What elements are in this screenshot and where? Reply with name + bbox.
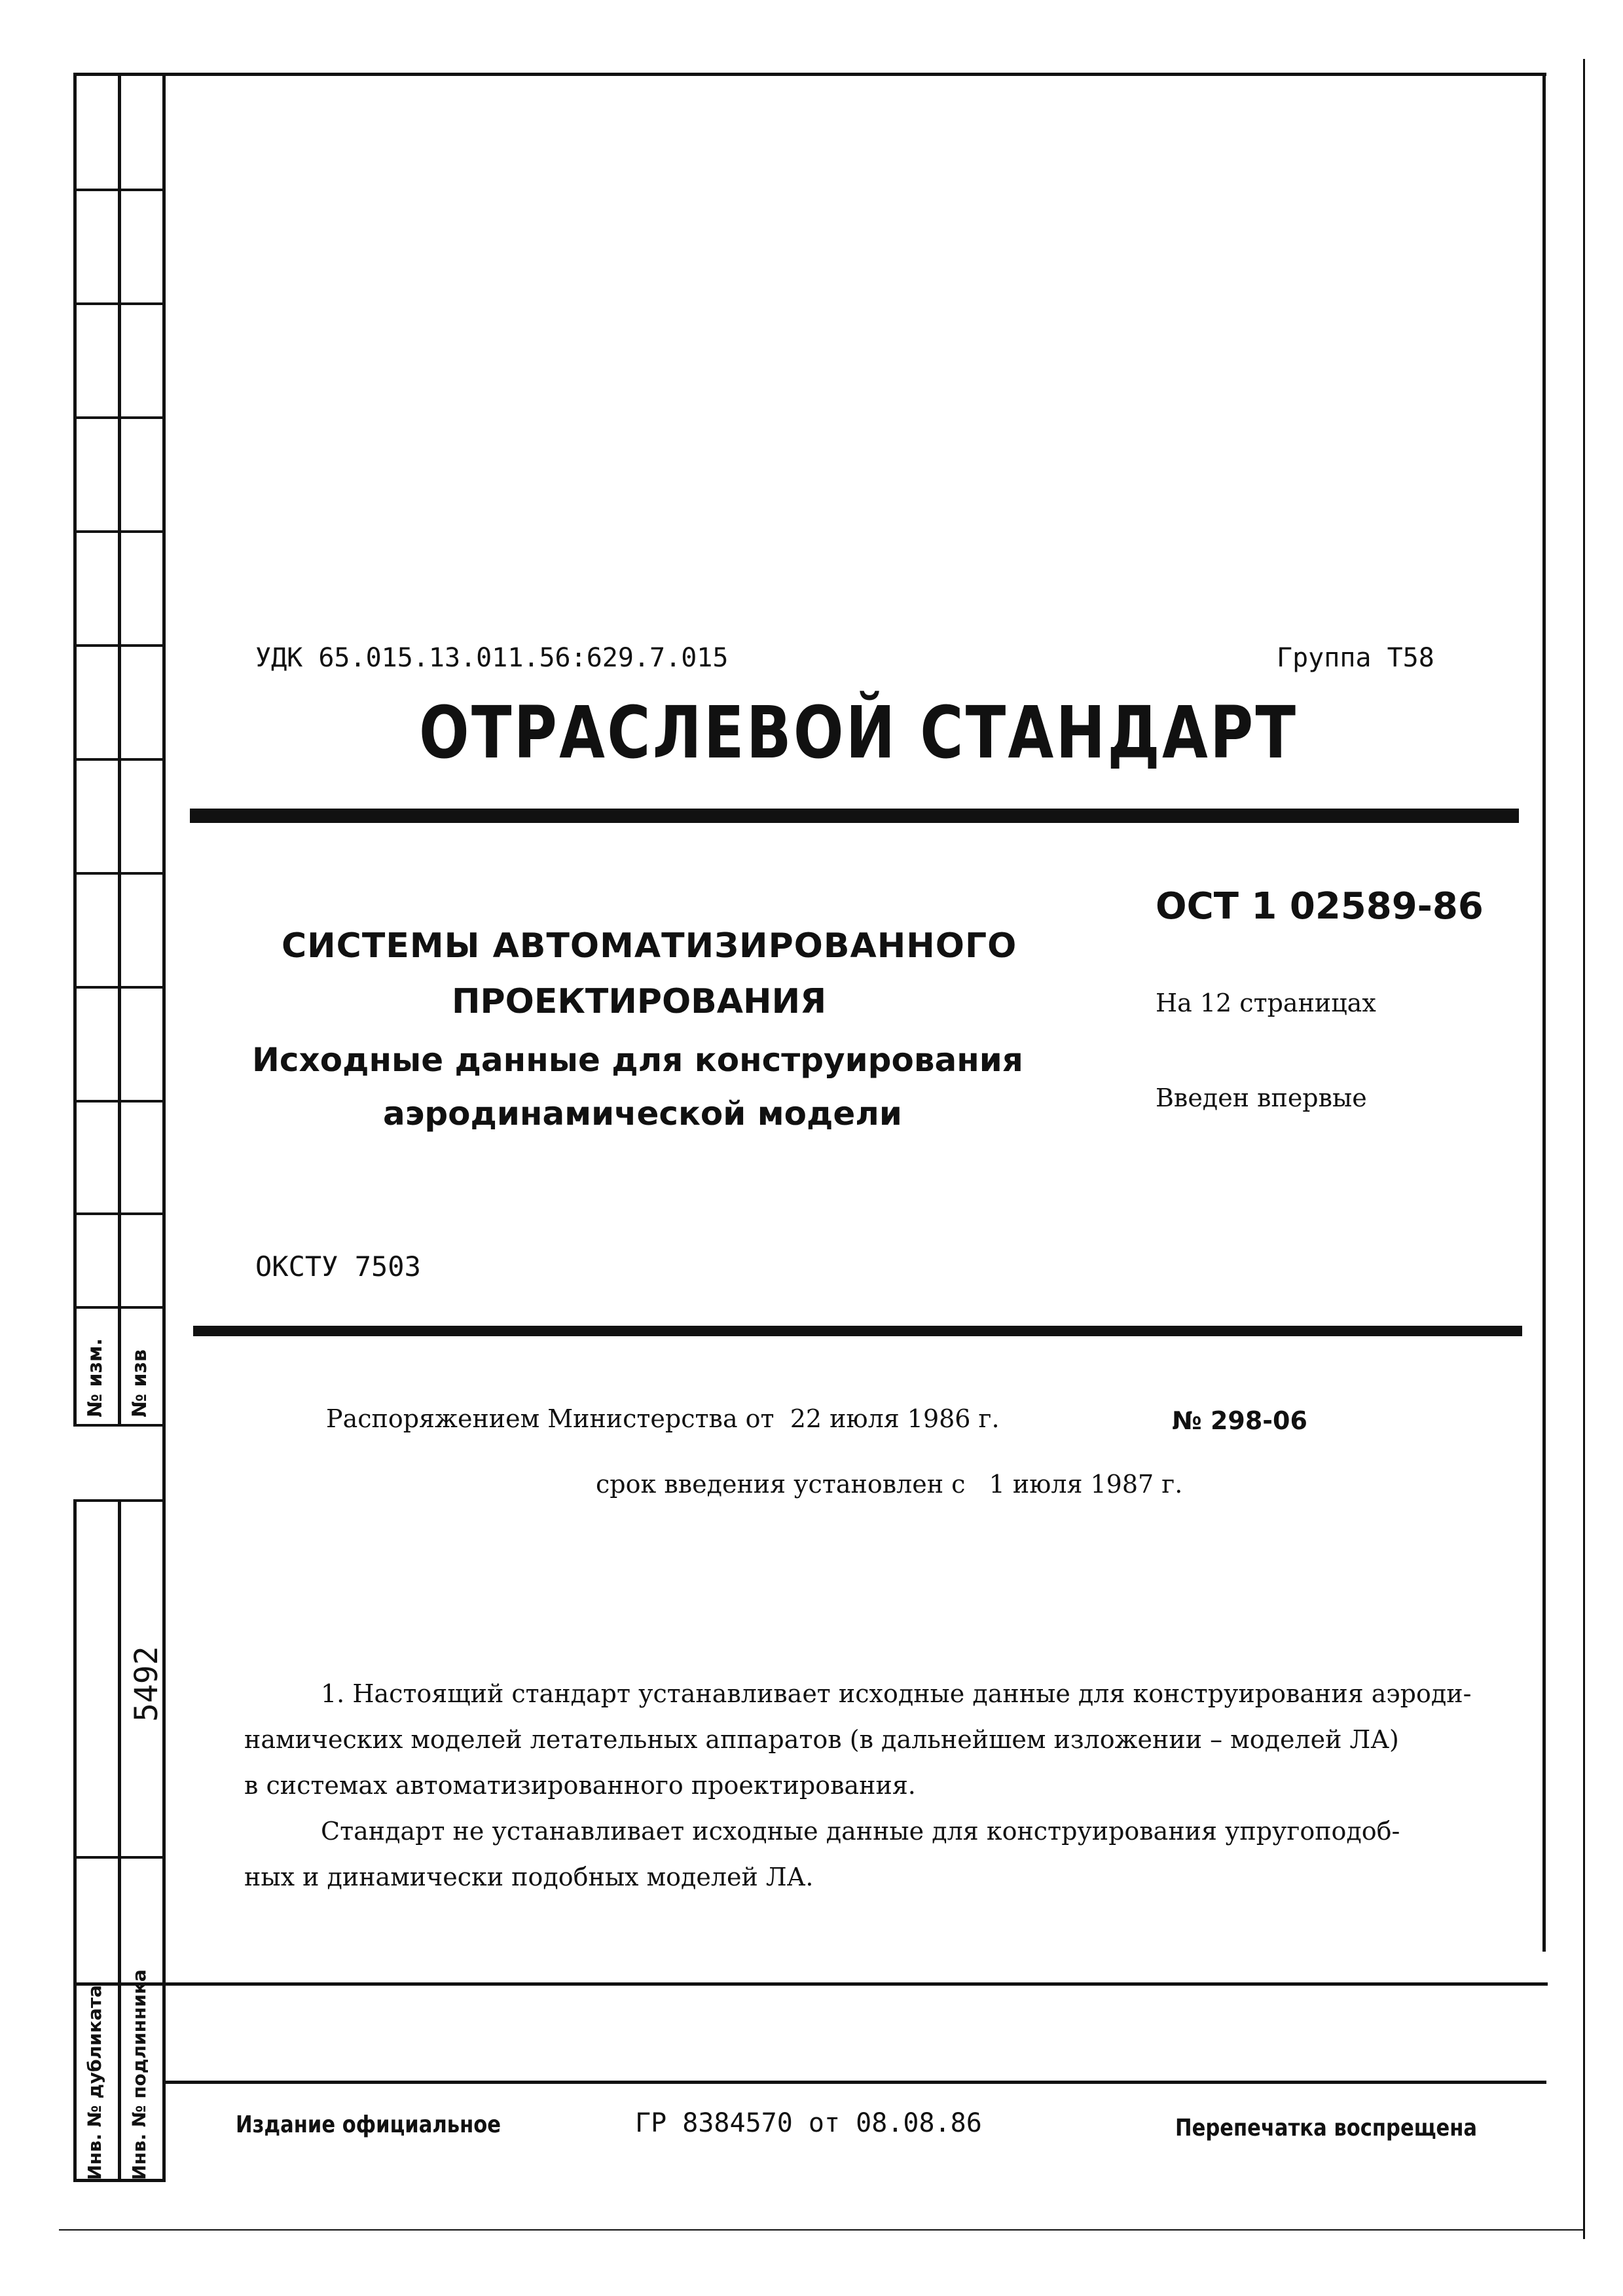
stamp-cell-divider [73, 302, 165, 305]
effective-date: срок введения установлен с 1 июля 1987 г. [596, 1470, 1183, 1499]
stamp-cell-divider [73, 1306, 165, 1309]
title-line-2: ПРОЕКТИРОВАНИЯ [452, 982, 827, 1021]
para1-line2: намических моделей летательных аппаратов (в дальнейшем изложении – моделей ЛА) [244, 1725, 1399, 1754]
okstu-code: ОКСТУ 7503 [255, 1250, 421, 1283]
page-border-top [73, 73, 1546, 76]
group-code: Группа Т58 [1277, 643, 1434, 673]
footer-rule [165, 2081, 1546, 2084]
para2-line1: Стандарт не устанавливает исходные данные для конструирования упругоподоб- [321, 1817, 1400, 1846]
title-rule [193, 1326, 1522, 1336]
page-border-right [1542, 73, 1546, 1952]
heading-rule [190, 809, 1519, 823]
stamp-cell-divider [73, 1424, 165, 1427]
reprint-notice: Перепечатка воспрещена [1175, 2115, 1478, 2141]
label-duplicate-inventory: Инв. № дубликата [84, 1985, 105, 2180]
para1-line3: в системах автоматизированного проектирования. [244, 1771, 916, 1800]
registration-number: ГР 8384570 от 08.08.86 [635, 2108, 982, 2138]
stamp-strip-left [73, 73, 77, 1426]
stamp-cell-divider [73, 872, 165, 875]
introduced-note: Введен впервые [1156, 1084, 1367, 1112]
page-edge-right [1583, 59, 1585, 2239]
order-line: Распоряжением Министерства от 22 июля 1986 г. [326, 1404, 1000, 1433]
stamp-cell-divider [73, 758, 165, 761]
stamp-cell-divider [73, 416, 165, 419]
label-notice-number: № изв [128, 1349, 151, 1417]
stamp-lower-top [73, 1499, 165, 1502]
standard-type-heading: ОТРАСЛЕВОЙ СТАНДАРТ [419, 691, 1298, 774]
stamp-lower-divider [73, 1856, 165, 1859]
order-number: № 298-06 [1172, 1406, 1307, 1435]
stamp-cell-divider [73, 644, 165, 647]
stamp-strip-middle [118, 73, 121, 1426]
page-border-bottom [73, 1982, 1548, 1986]
label-change-number: № изм. [84, 1338, 107, 1417]
para1-line1: 1. Настоящий стандарт устанавливает исходные данные для конструирования аэроди- [321, 1679, 1472, 1708]
inv-number-value: 5492 [128, 1646, 165, 1722]
stamp-cell-divider [73, 986, 165, 989]
stamp-cell-divider [73, 1100, 165, 1102]
ost-number: ОСТ 1 02589-86 [1156, 885, 1484, 928]
stamp-cell-divider [73, 530, 165, 533]
edition-note: Издание официальное [236, 2111, 501, 2138]
subtitle-line-1: Исходные данные для конструирования [252, 1041, 1023, 1079]
udk-code: УДК 65.015.13.011.56:629.7.015 [255, 643, 729, 673]
subtitle-line-2: аэродинамической модели [383, 1095, 902, 1133]
stamp-lower-left [73, 1499, 77, 2182]
stamp-cell-divider [73, 189, 165, 191]
page-count: На 12 страницах [1156, 989, 1376, 1017]
page-edge-bottom [59, 2229, 1584, 2231]
para2-line2: ных и динамически подобных моделей ЛА. [244, 1863, 814, 1891]
label-original-inventory: Инв. № подлинника [128, 1969, 150, 2180]
stamp-strip-right [162, 73, 166, 2182]
stamp-cell-divider [73, 1212, 165, 1215]
title-line-1: СИСТЕМЫ АВТОМАТИЗИРОВАННОГО [282, 926, 1017, 966]
stamp-lower-middle [118, 1499, 121, 2182]
